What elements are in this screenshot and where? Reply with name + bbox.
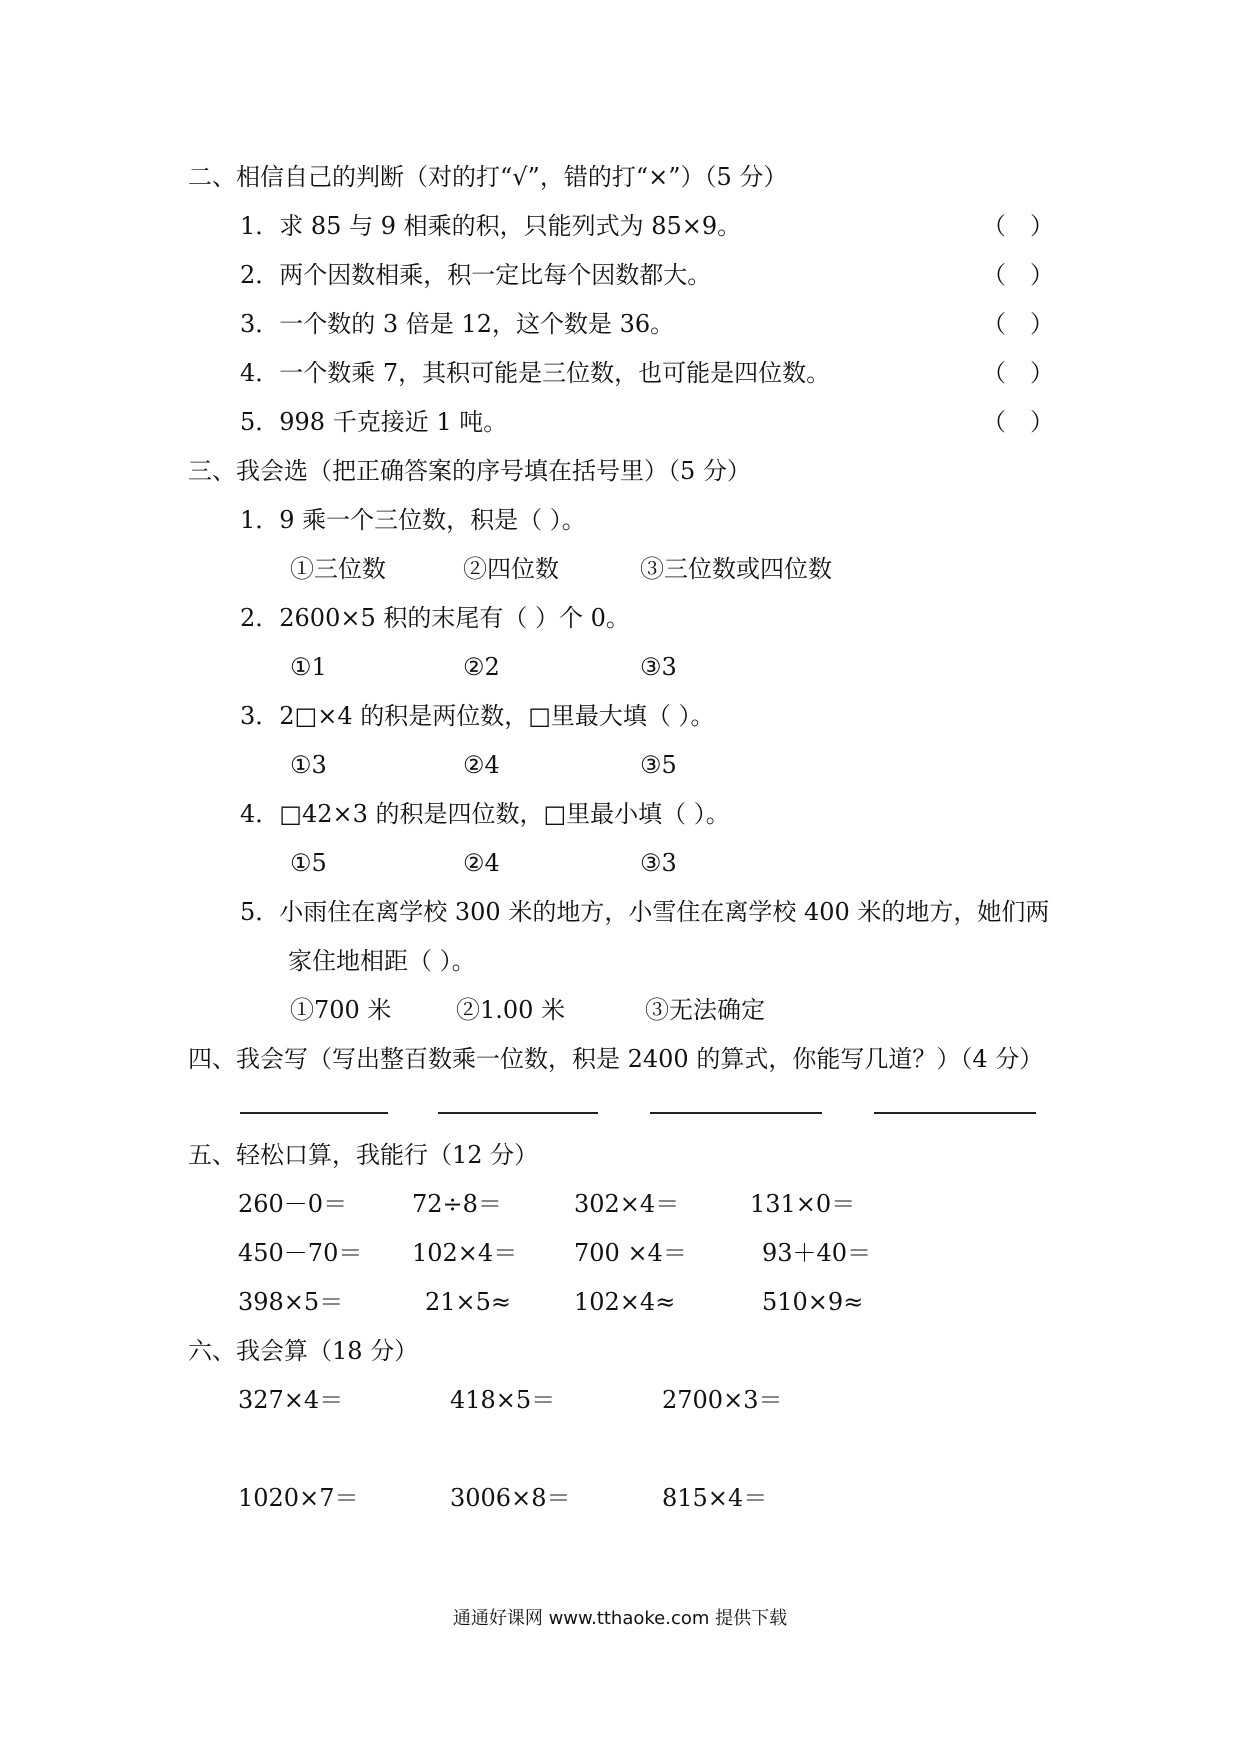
paren-close: ）: [1030, 359, 1054, 387]
oral-calc-item: 450－70＝: [238, 1239, 363, 1267]
section-3-title: 三、我会选（把正确答案的序号填在括号里）（5 分）: [188, 457, 751, 485]
calc-item: 815×4＝: [662, 1484, 768, 1512]
choice-option[interactable]: ③无法确定: [645, 996, 765, 1024]
footer-credit: 通通好课网 www.tthaoke.com 提供下载: [452, 1608, 788, 1629]
answer-parentheses-3[interactable]: [982, 309, 1054, 339]
answer-blank-line[interactable]: [874, 1112, 1036, 1114]
paren-open: （: [982, 408, 1006, 436]
answer-parentheses-1[interactable]: [982, 211, 1054, 241]
oral-calc-item: 21×5≈: [425, 1288, 512, 1316]
paren-close: ）: [1030, 310, 1054, 338]
choice-option[interactable]: ②1.00 米: [456, 996, 566, 1024]
answer-blank-line[interactable]: [240, 1112, 388, 1114]
oral-calc-item: 102×4≈: [574, 1288, 676, 1316]
paren-close: ）: [1030, 408, 1054, 436]
choice-option[interactable]: ①3: [290, 751, 327, 779]
oral-calc-item: 131×0＝: [750, 1190, 856, 1218]
choice-option[interactable]: ①1: [290, 653, 327, 681]
paren-open: （: [982, 212, 1006, 240]
choice-option[interactable]: ②4: [463, 751, 500, 779]
choice-option[interactable]: ③三位数或四位数: [640, 555, 832, 583]
choice-option[interactable]: ②4: [463, 849, 500, 877]
choice-option[interactable]: ②四位数: [463, 555, 559, 583]
choice-question-4: 4．□42×3 的积是四位数，□里最小填（ ）。: [240, 800, 730, 828]
judgement-item-5: 5．998 千克接近 1 吨。: [240, 408, 508, 436]
calc-item: 1020×7＝: [238, 1484, 359, 1512]
paren-open: （: [982, 310, 1006, 338]
calc-item: 327×4＝: [238, 1386, 344, 1414]
oral-calc-item: 93＋40＝: [762, 1239, 872, 1267]
choice-question-5-continued: 家住地相距（ ）。: [288, 947, 476, 975]
choice-option[interactable]: ①700 米: [290, 996, 392, 1024]
calc-item: 3006×8＝: [450, 1484, 571, 1512]
choice-option[interactable]: ③3: [640, 653, 677, 681]
judgement-item-4: 4．一个数乘 7，其积可能是三位数，也可能是四位数。: [240, 359, 831, 387]
paren-close: ）: [1030, 261, 1054, 289]
answer-parentheses-5[interactable]: [982, 407, 1054, 437]
choice-option[interactable]: ②2: [463, 653, 500, 681]
answer-blank-line[interactable]: [438, 1112, 598, 1114]
answer-blank-line[interactable]: [650, 1112, 822, 1114]
choice-question-3: 3．2□×4 的积是两位数，□里最大填（ ）。: [240, 702, 715, 730]
section-5-title: 五、轻松口算，我能行（12 分）: [188, 1141, 539, 1169]
choice-question-1: 1．9 乘一个三位数，积是（ ）。: [240, 506, 586, 534]
oral-calc-item: 72÷8＝: [412, 1190, 502, 1218]
choice-option[interactable]: ①5: [290, 849, 327, 877]
choice-option[interactable]: ③5: [640, 751, 677, 779]
choice-question-2: 2．2600×5 积的末尾有（ ）个 0。: [240, 604, 630, 632]
section-2-title: 二、相信自己的判断（对的打“√”，错的打“×”）（5 分）: [188, 163, 788, 191]
answer-parentheses-4[interactable]: [982, 358, 1054, 388]
oral-calc-item: 510×9≈: [762, 1288, 864, 1316]
paren-open: （: [982, 359, 1006, 387]
oral-calc-item: 302×4＝: [574, 1190, 680, 1218]
calc-item: 2700×3＝: [662, 1386, 783, 1414]
section-6-title: 六、我会算（18 分）: [188, 1337, 419, 1365]
oral-calc-item: 398×5＝: [238, 1288, 344, 1316]
answer-parentheses-2[interactable]: [982, 260, 1054, 290]
paren-close: ）: [1030, 212, 1054, 240]
judgement-item-3: 3．一个数的 3 倍是 12，这个数是 36。: [240, 310, 675, 338]
oral-calc-item: 700 ×4＝: [574, 1239, 687, 1267]
judgement-item-2: 2．两个因数相乘，积一定比每个因数都大。: [240, 261, 712, 289]
oral-calc-item: 102×4＝: [412, 1239, 518, 1267]
calc-item: 418×5＝: [450, 1386, 556, 1414]
choice-option[interactable]: ③3: [640, 849, 677, 877]
choice-option[interactable]: ①三位数: [290, 555, 386, 583]
judgement-item-1: 1．求 85 与 9 相乘的积，只能列式为 85×9。: [240, 212, 742, 240]
oral-calc-item: 260－0＝: [238, 1190, 348, 1218]
paren-open: （: [982, 261, 1006, 289]
choice-question-5: 5．小雨住在离学校 300 米的地方，小雪住在离学校 400 米的地方，她们两: [240, 898, 1050, 926]
section-4-title: 四、我会写（写出整百数乘一位数，积是 2400 的算式，你能写几道？）（4 分）: [188, 1045, 1044, 1073]
